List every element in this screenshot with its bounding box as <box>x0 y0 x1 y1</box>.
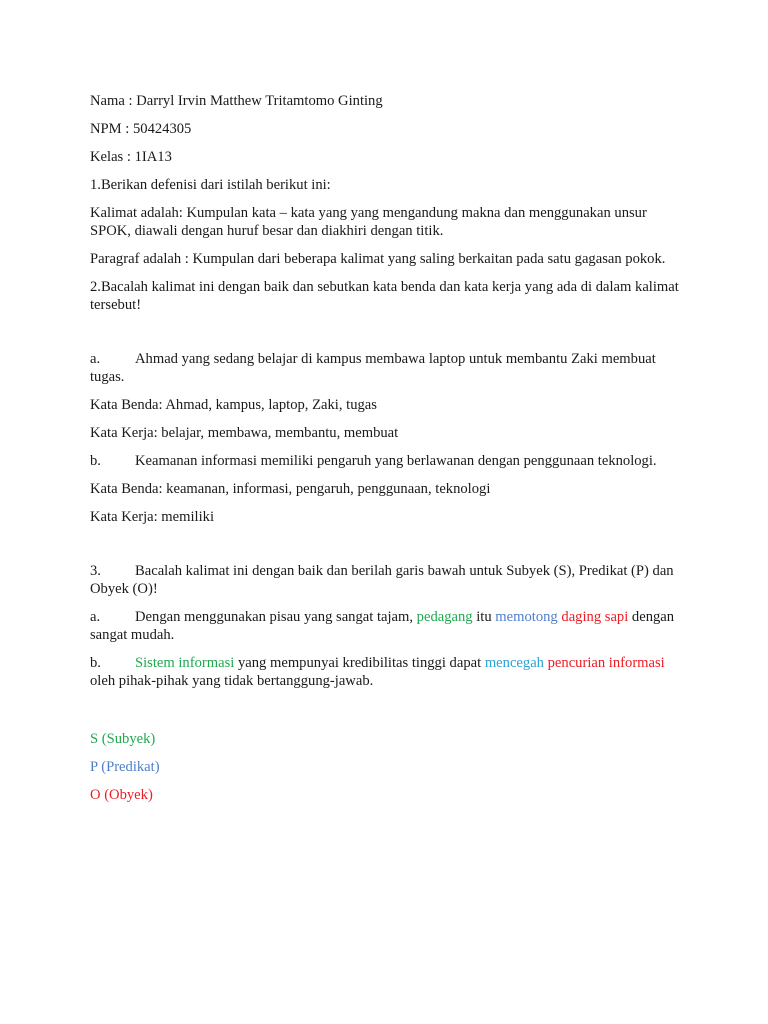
q3-item-a <box>90 608 690 644</box>
object-word: pencurian informasi <box>547 655 665 671</box>
sentence-text: Ahmad yang sedang belajar di kampus membawa laptop untuk membantu Zaki membuat tugas. <box>90 351 656 385</box>
subject-word: pedagang <box>416 609 473 625</box>
predicate-word: memotong <box>495 609 558 625</box>
question-3-prompt <box>90 562 690 598</box>
q2-item-b-verbs: Kata Kerja: memiliki <box>90 509 215 525</box>
object-word: daging sapi <box>561 609 629 625</box>
class-line: Kelas : 1IA13 <box>90 149 172 165</box>
question-2-prompt: 2.Bacalah kalimat ini dengan baik dan sebutkan kata benda dan kata kerja yang ada di dalam kalimat tersebut! <box>90 279 679 313</box>
legend-predicate: P (Predikat) <box>90 759 160 775</box>
q2-item-a-nouns: Kata Benda: Ahmad, kampus, laptop, Zaki, tugas <box>90 397 377 413</box>
list-marker: b. <box>90 453 101 469</box>
subject-word: Sistem informasi <box>135 655 235 671</box>
sentence-part: yang mempunyai kredibilitas tinggi dapat <box>234 655 485 671</box>
blank-line <box>90 324 690 350</box>
q2-item-b-sentence <box>90 452 690 470</box>
question-1-prompt: 1.Berikan defenisi dari istilah berikut ini: <box>90 177 331 193</box>
list-marker: b. <box>90 655 101 671</box>
list-marker: a. <box>90 609 101 625</box>
q2-item-b-nouns: Kata Benda: keamanan, informasi, pengaruh, penggunaan, teknologi <box>90 481 491 497</box>
legend-object: O (Obyek) <box>90 787 153 803</box>
list-marker: 3. <box>90 563 101 579</box>
npm-line: NPM : 50424305 <box>90 121 192 137</box>
document-page <box>90 92 690 814</box>
prompt-text: Bacalah kalimat ini dengan baik dan berilah garis bawah untuk Subyek (S), Predikat (P) dan Obyek (O)! <box>90 563 674 597</box>
name-line: Nama : Darryl Irvin Matthew Tritamtomo Ginting <box>90 93 383 109</box>
sentence-part: dengan sangat mudah. <box>90 609 675 643</box>
sentence-part: Dengan menggunakan pisau yang sangat tajam, <box>135 609 417 625</box>
q2-item-a-verbs: Kata Kerja: belajar, membawa, membantu, membuat <box>90 425 399 441</box>
legend-subject: S (Subyek) <box>90 731 156 747</box>
kalimat-definition: Kalimat adalah: Kumpulan kata – kata yang yang mengandung makna dan menggunakan unsur SPOK, diawali dengan huruf besar dan diakhiri dengan titik. <box>90 205 647 239</box>
paragraf-definition: Paragraf adalah : Kumpulan dari beberapa kalimat yang saling berkaitan pada satu gagasan pokok. <box>90 251 666 267</box>
q3-item-b <box>90 654 690 690</box>
sentence-part: itu <box>472 609 496 625</box>
q2-item-a-sentence <box>90 350 690 386</box>
blank-line <box>90 536 690 562</box>
sentence-part: oleh pihak-pihak yang tidak bertanggung-jawab. <box>90 673 374 689</box>
blank-line <box>90 700 690 730</box>
predicate-word: mencegah <box>484 655 544 671</box>
list-marker: a. <box>90 351 101 367</box>
sentence-text: Keamanan informasi memiliki pengaruh yang berlawanan dengan penggunaan teknologi. <box>135 453 657 469</box>
